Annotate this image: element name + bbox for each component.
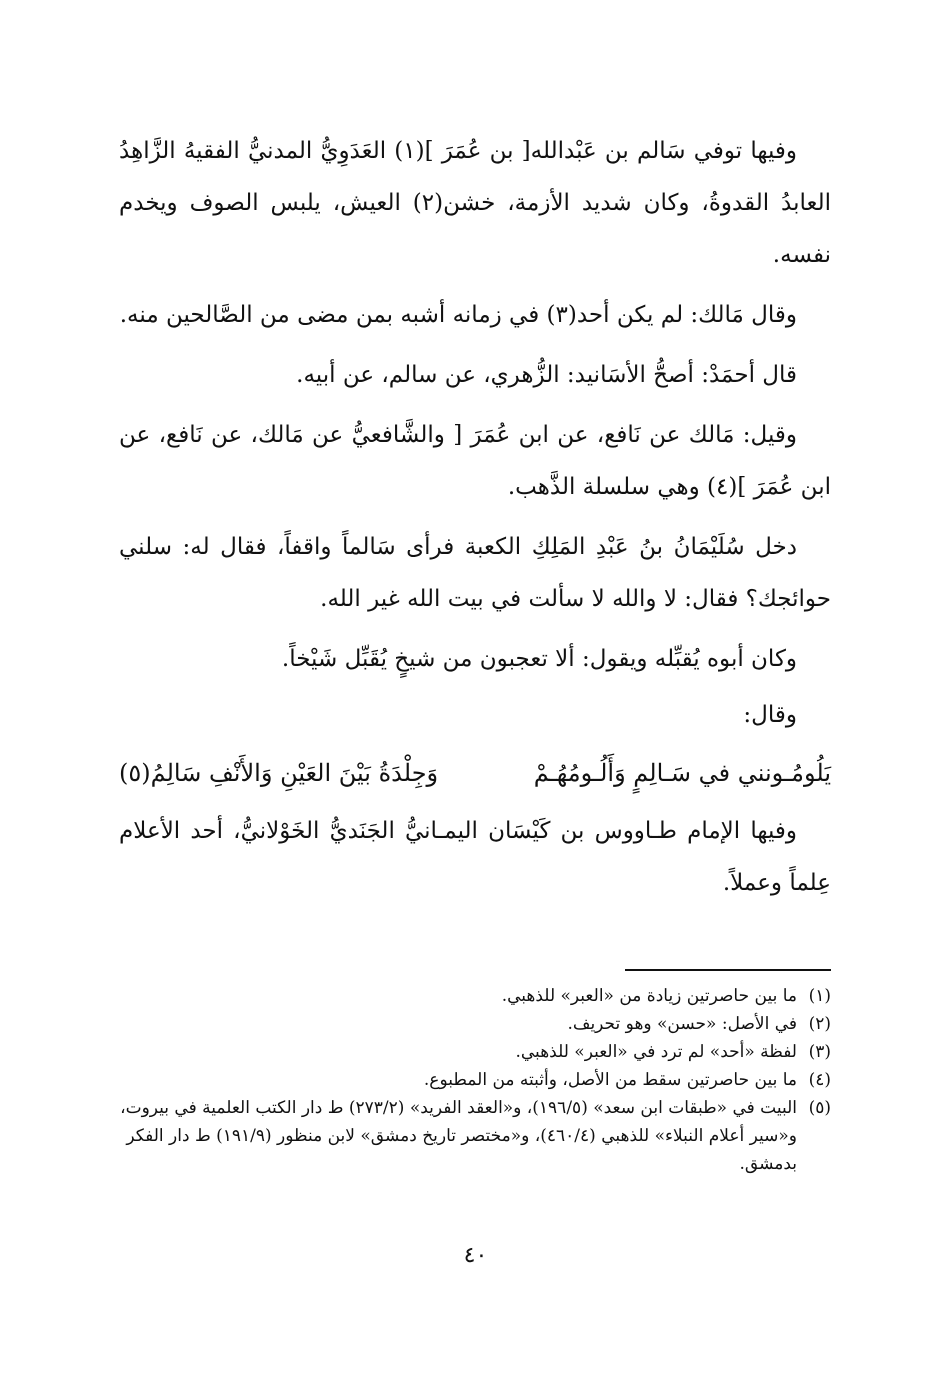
footnote-number: (١) [808,986,831,1006]
verse-first-hemistich: يَلُومُـونني في سَـالِمٍ وَأَلُـومُهُـمْ [533,759,831,787]
footnote-text: لفظة «أحد» لم ترد في «العبر» للذهبي. [515,1042,797,1062]
paragraph-ahmad-quote: قال أحمَدْ: أصحُّ الأسَانيد: الزُّهري، عن سالم، عن أبيه. [296,362,797,388]
paragraph-tawus: وفيها الإمام طـاووس بن كَيْسَان اليمـانيُّ الجَنَديُّ الخَوْلانيُّ، أحد الأعلام عِلماً وعملاً. [119,818,831,896]
main-text [119,125,831,917]
footnote-number: (٢) [808,1014,831,1034]
paragraph-malik-quote: وقال مَالك: لم يكن أحد(٣) في زمانه أشبه بمن مضى من الصَّالحين منه. [119,302,797,328]
footnote-number: (٣) [808,1042,831,1062]
verse-second-hemistich: وَجِلْدَةُ بَيْنَ العَيْنِ وَالأَنْفِ سَالِمُ(٥) [119,759,439,787]
poetry-verse [119,745,831,801]
footnote-text: في الأصل: «حسن» وهو تحريف. [567,1014,797,1034]
footnote-4 [119,1066,831,1094]
footnote-5 [119,1094,831,1178]
footnote-divider [625,969,831,971]
paragraph-salim-death: وفيها توفي سَالم بن عَبْدالله[ بن عُمَرَ ](١) العَدَوِيُّ المدنيُّ الفقيهُ الزَّاهِدُ العابدُ القدوةُ، وكان شديد الأزمة، خشن(٢) العيش، يلبس الصوف ويخدم نفسه. [119,138,831,268]
paragraph-verse-intro: وقال: [743,702,797,728]
paragraph-sulayman-story: دخل سُلَيْمَانُ بنُ عَبْدِ المَلِكِ الكعبة فرأى سَالماً واقفاً، فقال له: سلني حوائجك؟ فقال: لا والله لا سألت في بيت الله غير الله. [119,534,831,612]
footnote-number: (٥) [808,1098,831,1118]
footnote-text: ما بين حاصرتين سقط من الأصل، وأثبته من المطبوع. [423,1070,797,1090]
paragraph-golden-chain: وقيل: مَالك عن نَافع، عن ابن عُمَرَ [ والشَّافعيُّ عن مَالك، عن نَافع، عن ابن عُمَرَ ](٤) وهي سلسلة الذَّهب. [119,422,831,500]
footnotes [119,982,831,1178]
footnote-3 [119,1038,831,1066]
footnote-1 [119,982,831,1010]
footnote-text: ما بين حاصرتين زيادة من «العبر» للذهبي. [501,986,797,1006]
page-number: ٤٠ [463,1243,488,1268]
footnote-text: البيت في «طبقات ابن سعد» (١٩٦/٥)، و«العقد الفريد» (٢٧٣/٢) ط دار الكتب العلمية في بيروت، و«سير أعلام النبلاء» للذهبي (٤٦٠/٤)، و«مختصر تاريخ دمشق» لابن منظور (١٩١/٩) ط دار الفكر بدمشق. [120,1098,797,1174]
footnote-number: (٤) [808,1070,831,1090]
footnote-2 [119,1010,831,1038]
paragraph-father-kiss: وكان أبوه يُقبِّله ويقول: ألا تعجبون من شيخٍ يُقَبِّل شَيْخاً. [281,646,797,672]
